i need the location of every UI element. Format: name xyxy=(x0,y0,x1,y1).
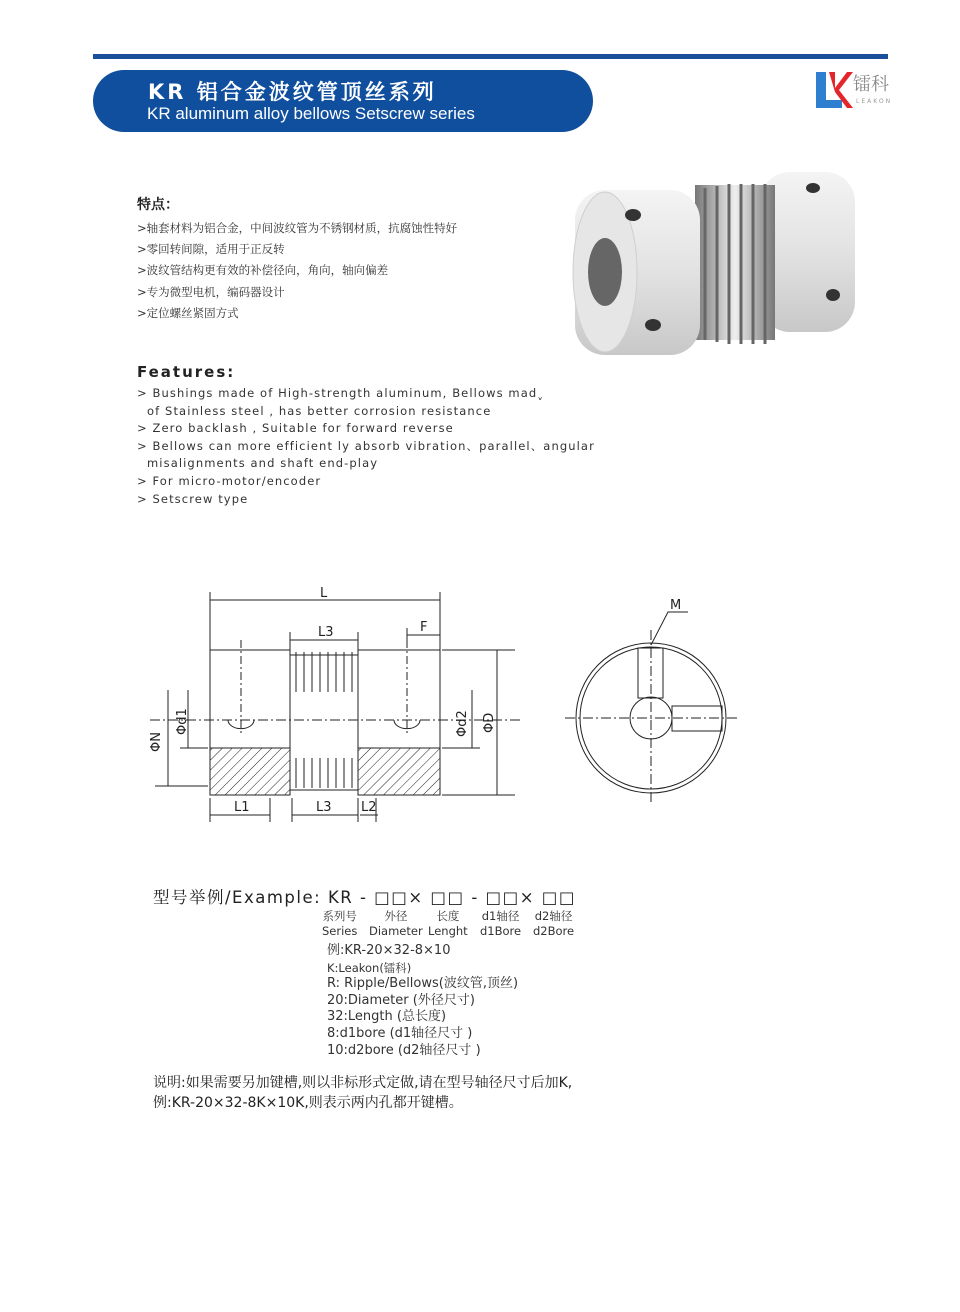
label-en: Series xyxy=(322,924,358,938)
label-cn: 系列号 xyxy=(322,909,357,923)
list-item: >零回转间隙，适用于正反转 xyxy=(137,242,285,257)
technical-drawing xyxy=(140,580,760,830)
dim-L: L xyxy=(320,586,328,601)
note xyxy=(153,1074,572,1113)
features-cn-list xyxy=(137,218,457,324)
example-line: 8:d1bore (d1轴径尺寸 ) xyxy=(327,1025,473,1041)
note-line: 说明:如果需要另加键槽,则以非标形式定做,请在型号轴径尺寸后加K, xyxy=(153,1075,573,1091)
dim-L3-bottom: L3 xyxy=(316,800,332,815)
list-item: >波纹管结构更有效的补偿径向，角向，轴向偏差 xyxy=(137,263,389,278)
features-cn-heading: 特点： xyxy=(137,197,179,213)
example-explanation xyxy=(327,943,518,1059)
label-d1bore xyxy=(480,909,521,939)
label-cn: d2轴径 xyxy=(534,909,573,923)
example-line: 例:KR-20×32-8×10 xyxy=(327,943,451,958)
brand-logo xyxy=(815,68,893,110)
list-item: of Stainless steel , has better corrosion resistance xyxy=(147,403,492,418)
lk-logo-icon xyxy=(815,70,855,110)
example-line: R: Ripple/Bellows(波纹管,顶丝) xyxy=(327,976,519,992)
dim-F: F xyxy=(420,620,428,635)
dim-D: ΦD xyxy=(482,712,497,733)
list-item: >定位螺丝紧固方式 xyxy=(137,305,239,320)
dim-d1: Φd1 xyxy=(175,708,190,735)
title-en: KR aluminum alloy bellows Setscrew series xyxy=(147,104,475,123)
label-d2bore xyxy=(533,909,574,939)
label-cn: 外径 xyxy=(384,909,408,923)
example-title: 型号举例/Example: KR - □□× □□ - □□× □□ xyxy=(153,888,576,907)
label-en: Lenght xyxy=(428,924,468,938)
logo-name-cn: 镭科 xyxy=(853,74,889,95)
list-item: >专为微型电机，编码器设计 xyxy=(137,284,285,299)
example-line: K:Leakon(镭科) xyxy=(327,960,412,975)
logo-name-en: LEAKON xyxy=(856,98,893,105)
list-item: misalignments and shaft end-play xyxy=(147,456,379,471)
label-en: d2Bore xyxy=(533,924,575,938)
features-en-heading: Features: xyxy=(137,363,236,381)
label-en: Diameter xyxy=(369,924,423,938)
dim-d2: Φd2 xyxy=(455,710,470,737)
product-photo xyxy=(565,160,865,365)
dim-L1: L1 xyxy=(234,800,250,815)
list-item: > Bellows can more efficient ly absorb vibration、parallel、angular xyxy=(137,438,595,453)
label-en: d1Bore xyxy=(480,924,522,938)
dim-L3-top: L3 xyxy=(318,625,334,640)
label-length xyxy=(428,909,468,939)
list-item: > For micro-motor/encoder xyxy=(137,473,322,488)
dim-N: ΦN xyxy=(149,732,164,752)
features-en-list xyxy=(137,385,595,508)
label-diameter xyxy=(369,909,423,939)
example-line: 20:Diameter (外径尺寸) xyxy=(327,992,475,1008)
title-banner xyxy=(93,70,593,132)
example-line: 32:Length (总长度) xyxy=(327,1009,447,1025)
title-cn: KR 铝合金波纹管顶丝系列 xyxy=(148,80,437,104)
header-rule xyxy=(93,54,888,59)
example-line: 10:d2bore (d2轴径尺寸 ) xyxy=(327,1042,481,1058)
dim-L2: L2 xyxy=(361,800,377,815)
note-line: 例:KR-20×32-8K×10K,则表示两内孔都开键槽。 xyxy=(153,1094,463,1111)
list-item: > Setscrew type xyxy=(137,491,249,506)
list-item: > Zero backlash , Suitable for forward reverse xyxy=(137,421,454,436)
label-cn: 长度 xyxy=(436,909,460,923)
list-item: > Bushings made of High-strength aluminum, Bellows madˬ xyxy=(137,386,545,400)
dim-M: M xyxy=(670,598,682,613)
label-cn: d1轴径 xyxy=(481,909,520,923)
label-series xyxy=(322,909,357,939)
list-item: >轴套材料为铝合金，中间波纹管为不锈钢材质，抗腐蚀性特好 xyxy=(137,221,458,235)
